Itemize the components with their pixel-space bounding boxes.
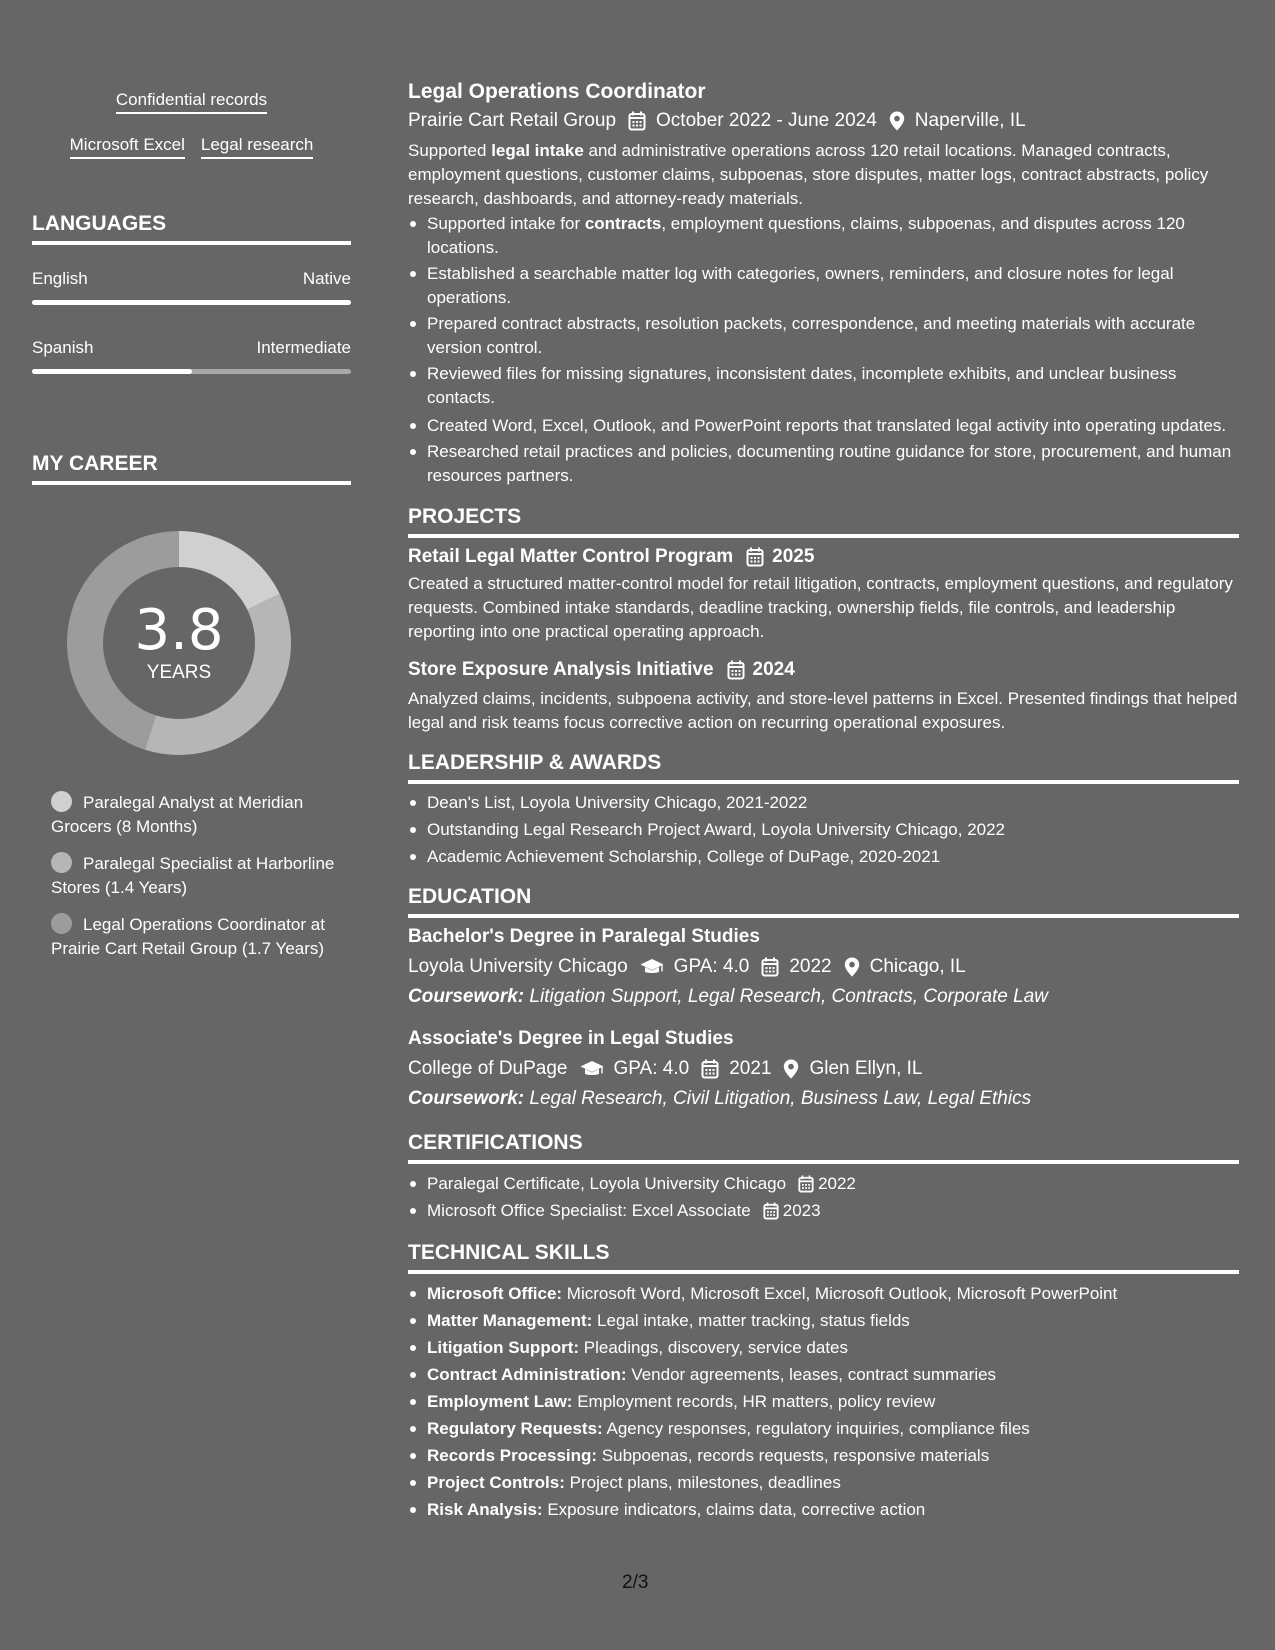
bullet-text: Supported intake for [427, 214, 585, 233]
calendar-icon [763, 1202, 779, 1220]
skill-item [408, 1390, 1239, 1414]
education-entry [408, 924, 1239, 1010]
graduation-cap-icon [640, 958, 664, 976]
project-title-row [408, 657, 1239, 683]
job-location: Naperville, IL [914, 110, 1026, 131]
skill-item [408, 1309, 1239, 1333]
skill-tags-row-1 [32, 89, 351, 114]
skill-label: Microsoft Office: [427, 1284, 563, 1303]
language-english [32, 268, 351, 305]
skill-value: Subpoenas, records requests, responsive materials [597, 1446, 990, 1465]
award-item: Academic Achievement Scholarship, College of DuPage, 2020-2021 [408, 845, 1239, 869]
calendar-icon [701, 1059, 719, 1079]
summary-text: and administrative operations across 120 retail locations. Managed contracts, employment questions, customer claims, subpoenas, store disputes, matter logs, contract abstracts, policy research, dashboards, and attorney-ready materials. [408, 141, 1209, 208]
education-entry [408, 1026, 1239, 1112]
job-bullet [408, 212, 1239, 260]
skill-label: Regulatory Requests: [427, 1419, 603, 1438]
skill-value: Pleadings, discovery, service dates [579, 1338, 849, 1357]
graduation-year: 2022 [789, 956, 832, 977]
coursework [408, 984, 1239, 1010]
project-year: 2025 [772, 546, 815, 567]
page-number: 2/3 [622, 1572, 649, 1593]
experience-entry [408, 78, 1239, 488]
education-meta [408, 1056, 1239, 1082]
job-bullet: Established a searchable matter log with categories, owners, reminders, and closure notes for legal operations. [408, 262, 1239, 310]
career-entry [51, 852, 341, 900]
skill-value: Microsoft Word, Microsoft Excel, Microsoft Outlook, Microsoft PowerPoint [562, 1284, 1118, 1303]
job-bullet: Researched retail practices and policies, documenting routine guidance for store, procurement, and human resources partners. [408, 440, 1239, 488]
project-entry [408, 657, 1239, 735]
certification-year: 2022 [818, 1174, 856, 1193]
career-entry [51, 913, 341, 961]
school-name: Loyola University Chicago [408, 956, 628, 977]
degree-title: Bachelor's Degree in Paralegal Studies [408, 926, 760, 947]
skill-value: Project plans, milestones, deadlines [564, 1473, 841, 1492]
education-meta [408, 954, 1239, 980]
location-pin-icon [889, 111, 905, 131]
project-title: Retail Legal Matter Control Program [408, 546, 734, 567]
skill-tag: Microsoft Excel [70, 134, 185, 159]
location-pin-icon [783, 1059, 799, 1079]
skill-item [408, 1498, 1239, 1522]
language-name: Spanish [32, 338, 94, 357]
coursework-label: Coursework: [408, 1088, 525, 1109]
job-bullets [408, 212, 1239, 488]
bullet-text: , employment questions, claims, subpoenas, and disputes across 120 locations. [427, 214, 1185, 257]
career-entry-label: Legal Operations Coordinator at Prairie Cart Retail Group (1.7 Years) [51, 915, 325, 958]
project-title-row [408, 544, 1239, 570]
award-item: Dean's List, Loyola University Chicago, 2021-2022 [408, 791, 1239, 815]
skill-value: Exposure indicators, claims data, corrective action [542, 1500, 926, 1519]
certification-item [408, 1199, 1239, 1223]
coursework-label: Coursework: [408, 986, 525, 1007]
donut-center [67, 531, 291, 755]
job-dates: October 2022 - June 2024 [656, 110, 877, 131]
language-level: Intermediate [256, 338, 351, 357]
calendar-icon [628, 111, 646, 131]
project-description: Created a structured matter-control model for retail litigation, contracts, employment questions, and regulatory requests. Combined intake standards, deadline tracking, ownership fields, file controls, and leadership reporting into one practical operating approach. [408, 574, 1233, 641]
career-unit: YEARS [146, 662, 212, 683]
career-entry-label: Paralegal Analyst at Meridian Grocers (8 Months) [51, 793, 304, 836]
skill-item [408, 1282, 1239, 1306]
degree-title: Associate's Degree in Legal Studies [408, 1028, 734, 1049]
projects-heading: PROJECTS [408, 504, 1239, 538]
school-location: Glen Ellyn, IL [809, 1058, 923, 1079]
coursework-list: Legal Research, Civil Litigation, Business Law, Legal Ethics [524, 1088, 1032, 1109]
language-spanish [32, 337, 351, 374]
gpa: GPA: 4.0 [613, 1058, 690, 1079]
skill-label: Employment Law: [427, 1392, 573, 1411]
graduation-year: 2021 [729, 1058, 772, 1079]
career-donut-chart [67, 531, 291, 755]
skill-label: Project Controls: [427, 1473, 565, 1492]
skill-label: Records Processing: [427, 1446, 598, 1465]
skill-item [408, 1471, 1239, 1495]
summary-bold: legal intake [491, 141, 584, 160]
location-pin-icon [844, 957, 860, 977]
job-bullet: Prepared contract abstracts, resolution packets, correspondence, and meeting materials with accurate version control. [408, 312, 1239, 360]
skill-tags-row-2 [32, 134, 351, 159]
skill-label: Risk Analysis: [427, 1500, 543, 1519]
job-bullet: Reviewed files for missing signatures, inconsistent dates, incomplete exhibits, and unclear business contacts. [408, 362, 1239, 410]
proficiency-bar [32, 300, 351, 305]
school-name: College of DuPage [408, 1058, 568, 1079]
graduation-cap-icon [580, 1060, 604, 1078]
proficiency-fill [32, 300, 351, 305]
certifications-list [408, 1172, 1239, 1223]
skill-label: Contract Administration: [427, 1365, 627, 1384]
skill-value: Agency responses, regulatory inquiries, compliance files [602, 1419, 1030, 1438]
job-summary [408, 139, 1239, 211]
legend-dot [51, 913, 72, 934]
award-item: Outstanding Legal Research Project Award, Loyola University Chicago, 2022 [408, 818, 1239, 842]
company-name: Prairie Cart Retail Group [408, 110, 617, 131]
skill-value: Vendor agreements, leases, contract summaries [626, 1365, 997, 1384]
legend-dot [51, 791, 72, 812]
calendar-icon [761, 957, 779, 977]
career-heading: MY CAREER [32, 451, 351, 485]
school-location: Chicago, IL [869, 956, 966, 977]
certification-year: 2023 [782, 1201, 821, 1220]
education-heading: EDUCATION [408, 884, 1239, 918]
coursework [408, 1086, 1239, 1112]
career-total: 3.8 [134, 598, 224, 663]
leadership-heading: LEADERSHIP & AWARDS [408, 750, 1239, 784]
language-level: Native [302, 269, 351, 288]
languages-heading: LANGUAGES [32, 211, 351, 245]
summary-text: Supported [408, 141, 492, 160]
job-title: Legal Operations Coordinator [408, 80, 706, 103]
project-description: Analyzed claims, incidents, subpoena activity, and store-level patterns in Excel. Presented findings that helped legal and risk teams focus corrective action on recurring operational exposures. [408, 689, 1238, 732]
skill-item [408, 1417, 1239, 1441]
language-name: English [32, 269, 88, 288]
skill-tag: Legal research [201, 134, 313, 159]
gpa: GPA: 4.0 [673, 956, 750, 977]
coursework-list: Litigation Support, Legal Research, Contracts, Corporate Law [524, 986, 1048, 1007]
certifications-heading: CERTIFICATIONS [408, 1130, 1239, 1164]
career-legend [51, 791, 341, 974]
main-content [408, 78, 1239, 1522]
skill-item [408, 1444, 1239, 1468]
certification-name: Paralegal Certificate, Loyola University Chicago [427, 1174, 787, 1193]
skill-value: Employment records, HR matters, policy review [572, 1392, 936, 1411]
proficiency-fill [32, 369, 192, 374]
technical-skills-list [408, 1282, 1239, 1522]
calendar-icon [746, 547, 764, 567]
project-title: Store Exposure Analysis Initiative [408, 659, 714, 680]
career-entry [51, 791, 341, 839]
certification-item [408, 1172, 1239, 1196]
calendar-icon [798, 1175, 814, 1193]
legend-dot [51, 852, 72, 873]
proficiency-bar [32, 369, 351, 374]
bullet-bold: contracts [584, 214, 662, 233]
career-entry-label: Paralegal Specialist at Harborline Stores (1.4 Years) [51, 854, 335, 897]
job-bullet: Created Word, Excel, Outlook, and PowerPoint reports that translated legal activity into operating updates. [408, 414, 1239, 438]
skill-label: Matter Management: [427, 1311, 593, 1330]
calendar-icon [727, 660, 745, 680]
job-meta [408, 108, 1239, 134]
certification-name: Microsoft Office Specialist: Excel Associate [427, 1201, 751, 1220]
skill-value: Legal intake, matter tracking, status fields [592, 1311, 910, 1330]
skill-tag: Confidential records [116, 89, 267, 114]
leadership-list [408, 791, 1239, 869]
technical-skills-heading: TECHNICAL SKILLS [408, 1240, 1239, 1274]
skill-item [408, 1363, 1239, 1387]
skill-label: Litigation Support: [427, 1338, 580, 1357]
project-entry [408, 544, 1239, 644]
project-year: 2024 [752, 659, 795, 680]
skill-item [408, 1336, 1239, 1360]
